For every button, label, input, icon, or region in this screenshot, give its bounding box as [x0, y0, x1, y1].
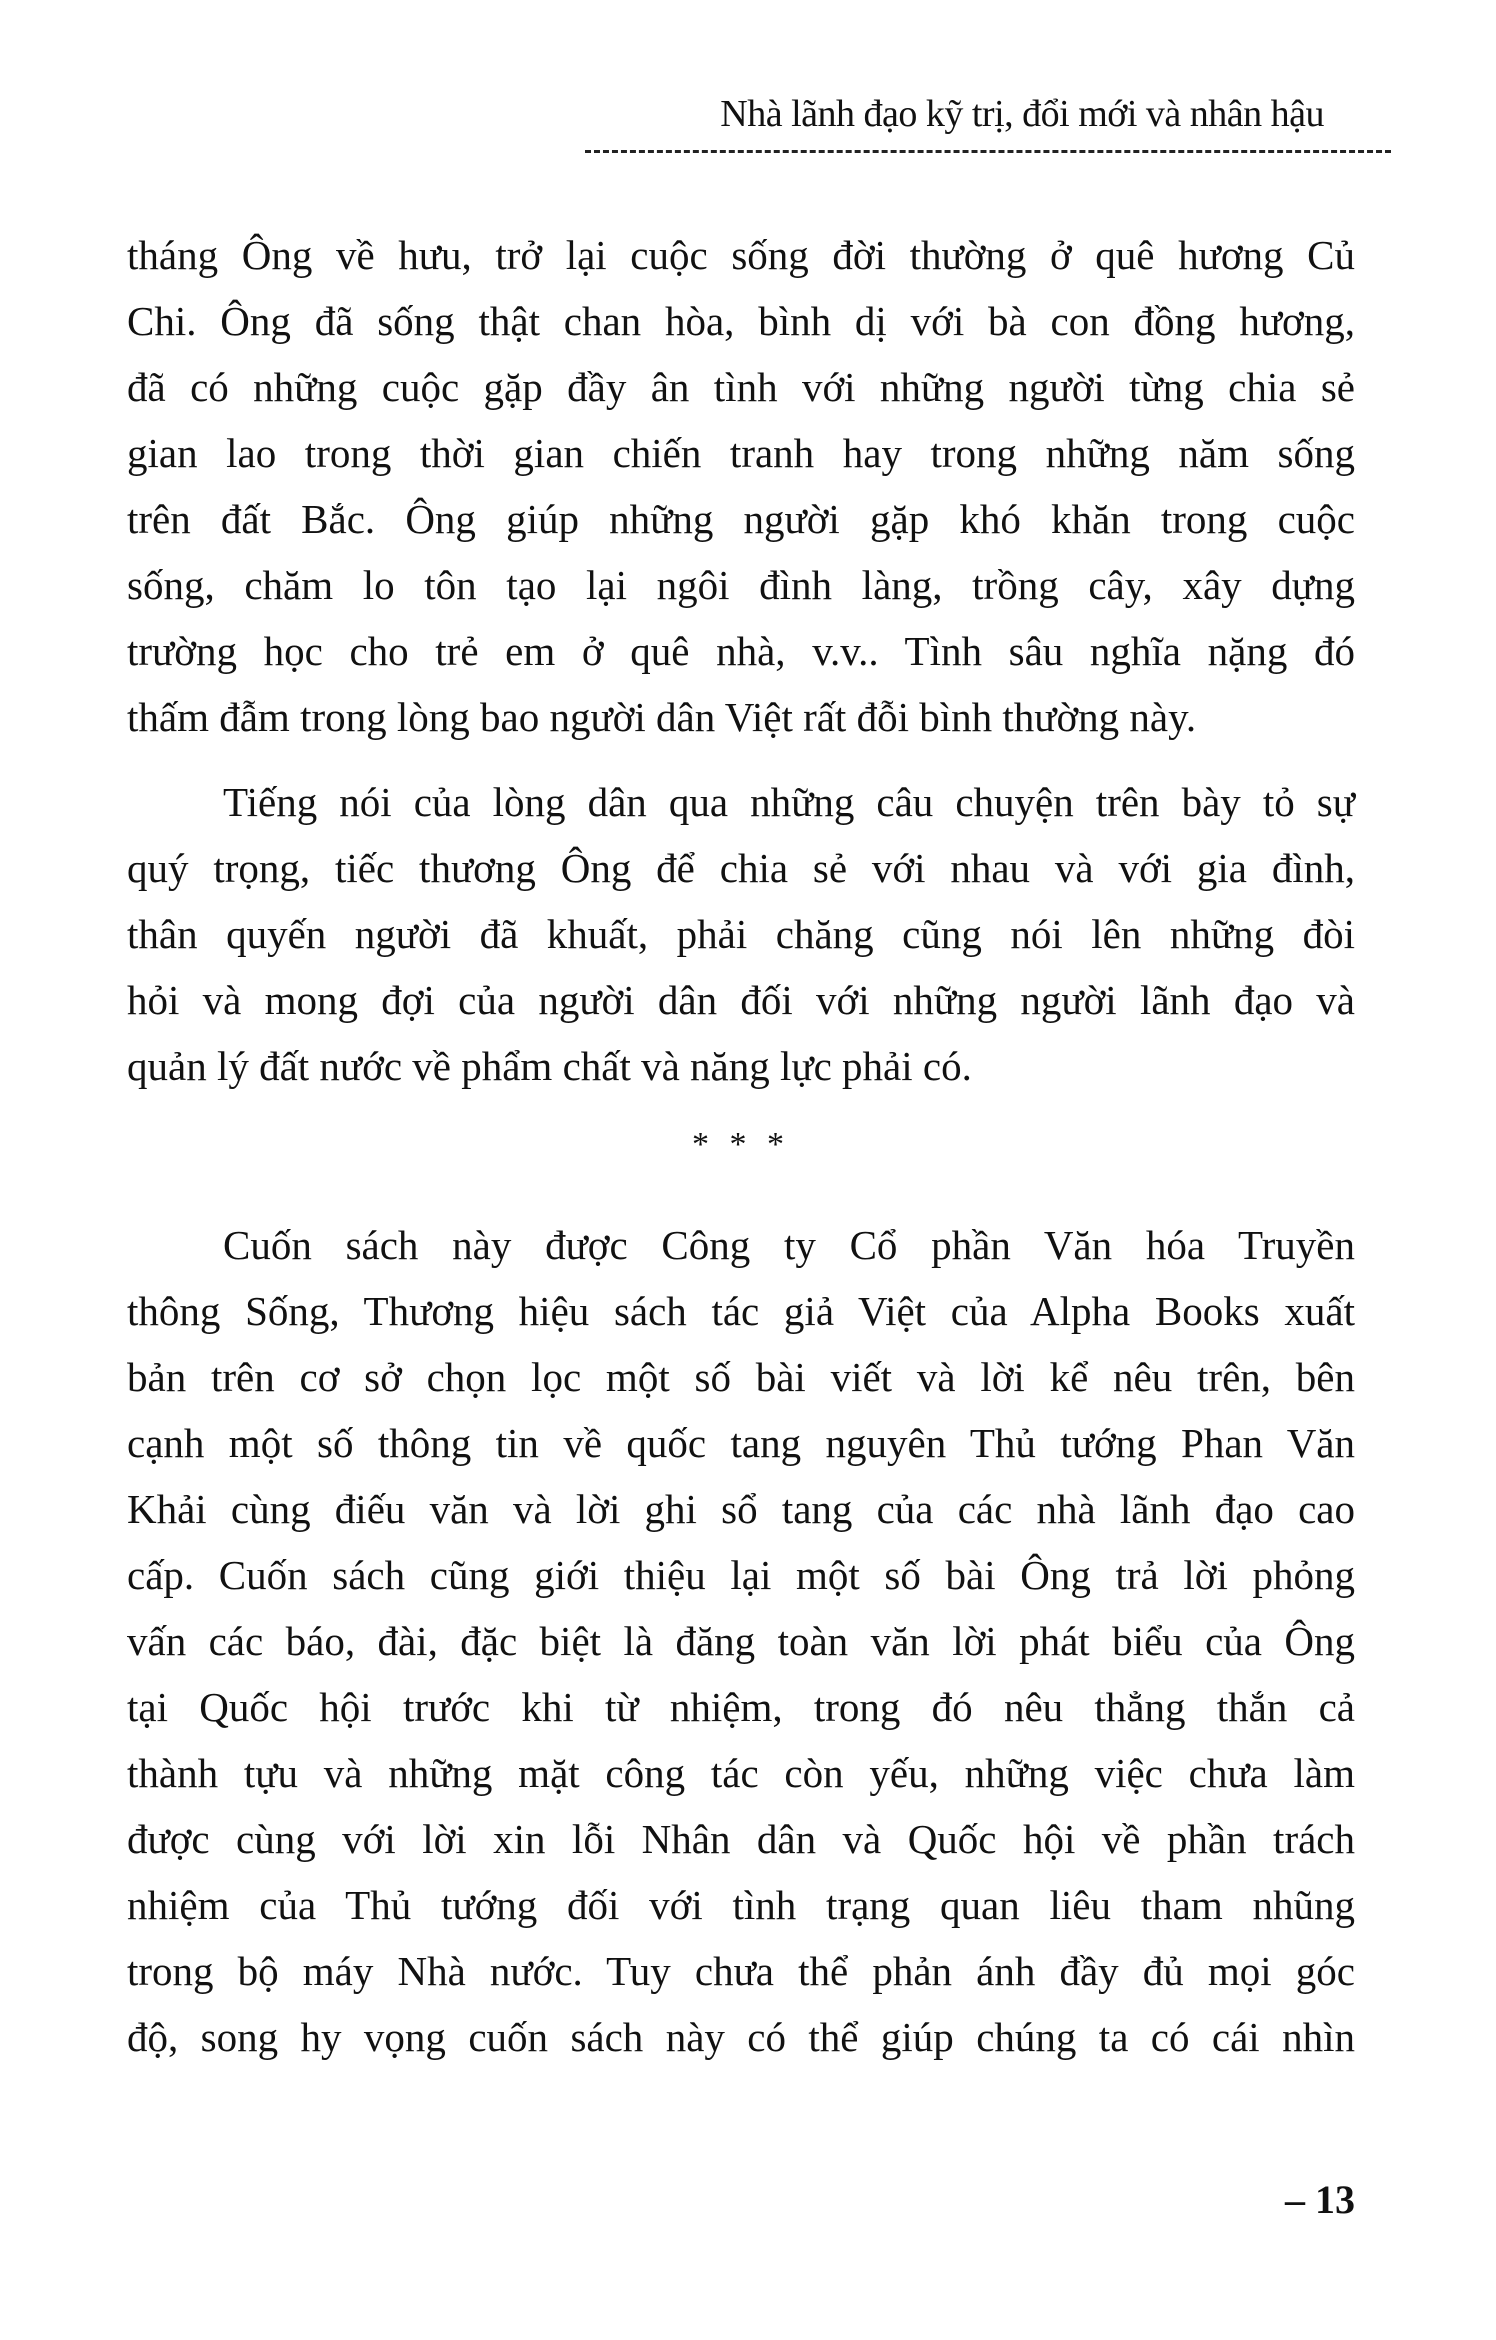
paragraph: [127, 1212, 1355, 2070]
text-line: quản lý đất nước về phẩm chất và năng lực phải có.: [127, 1043, 972, 1089]
text-line: Khải cùng điếu văn và lời ghi sổ tang của các nhà lãnh đạo cao: [127, 1486, 1355, 1532]
text-line: trường học cho trẻ em ở quê nhà, v.v.. Tình sâu nghĩa nặng đó: [127, 628, 1355, 674]
text-line: Chi. Ông đã sống thật chan hòa, bình dị với bà con đồng hương,: [127, 298, 1355, 344]
paragraph: [127, 222, 1355, 750]
page-number: – 13: [1285, 2177, 1355, 2222]
text-line: Cuốn sách này được Công ty Cổ phần Văn hóa Truyền: [223, 1222, 1355, 1268]
text-line: thấm đẫm trong lòng bao người dân Việt rất đỗi bình thường này.: [127, 694, 1197, 740]
text-line: nhiệm của Thủ tướng đối với tình trạng quan liêu tham nhũng: [127, 1882, 1355, 1928]
text-line: sống, chăm lo tôn tạo lại ngôi đình làng, trồng cây, xây dựng: [127, 562, 1355, 608]
text-line: thông Sống, Thương hiệu sách tác giả Việt của Alpha Books xuất: [127, 1288, 1355, 1334]
text-line: độ, song hy vọng cuốn sách này có thể giúp chúng ta có cái nhìn: [127, 2014, 1355, 2060]
paragraph: [127, 769, 1355, 1099]
text-line: bản trên cơ sở chọn lọc một số bài viết và lời kể nêu trên, bên: [127, 1354, 1355, 1400]
text-line: thân quyến người đã khuất, phải chăng cũng nói lên những đòi: [127, 911, 1355, 957]
text-line: tháng Ông về hưu, trở lại cuộc sống đời thường ở quê hương Củ: [127, 232, 1355, 278]
text-line: gian lao trong thời gian chiến tranh hay trong những năm sống: [127, 430, 1355, 476]
text-line: Tiếng nói của lòng dân qua những câu chuyện trên bày tỏ sự: [223, 779, 1355, 825]
text-line: thành tựu và những mặt công tác còn yếu, những việc chưa làm: [127, 1750, 1355, 1796]
text-line: đã có những cuộc gặp đầy ân tình với những người từng chia sẻ: [127, 364, 1355, 410]
running-head: Nhà lãnh đạo kỹ trị, đổi mới và nhân hậu: [720, 93, 1324, 135]
text-line: quý trọng, tiếc thương Ông để chia sẻ với nhau và với gia đình,: [127, 845, 1355, 891]
text-line: cấp. Cuốn sách cũng giới thiệu lại một số bài Ông trả lời phỏng: [127, 1552, 1355, 1598]
text-line: được cùng với lời xin lỗi Nhân dân và Quốc hội về phần trách: [127, 1816, 1355, 1862]
header-divider: [585, 150, 1391, 153]
text-line: hỏi và mong đợi của người dân đối với những người lãnh đạo và: [127, 977, 1355, 1023]
text-line: vấn các báo, đài, đặc biệt là đăng toàn văn lời phát biểu của Ông: [127, 1618, 1355, 1664]
page-body: [127, 222, 1355, 2089]
text-line: tại Quốc hội trước khi từ nhiệm, trong đó nêu thẳng thắn cả: [127, 1684, 1355, 1730]
paragraphs-before-separator: [127, 222, 1355, 1099]
section-separator: * * *: [692, 1126, 790, 1163]
text-line: trên đất Bắc. Ông giúp những người gặp khó khăn trong cuộc: [127, 496, 1355, 542]
text-line: trong bộ máy Nhà nước. Tuy chưa thể phản ánh đầy đủ mọi góc: [127, 1948, 1355, 1994]
paragraphs-after-separator: [127, 1212, 1355, 2070]
text-line: cạnh một số thông tin về quốc tang nguyên Thủ tướng Phan Văn: [127, 1420, 1355, 1466]
